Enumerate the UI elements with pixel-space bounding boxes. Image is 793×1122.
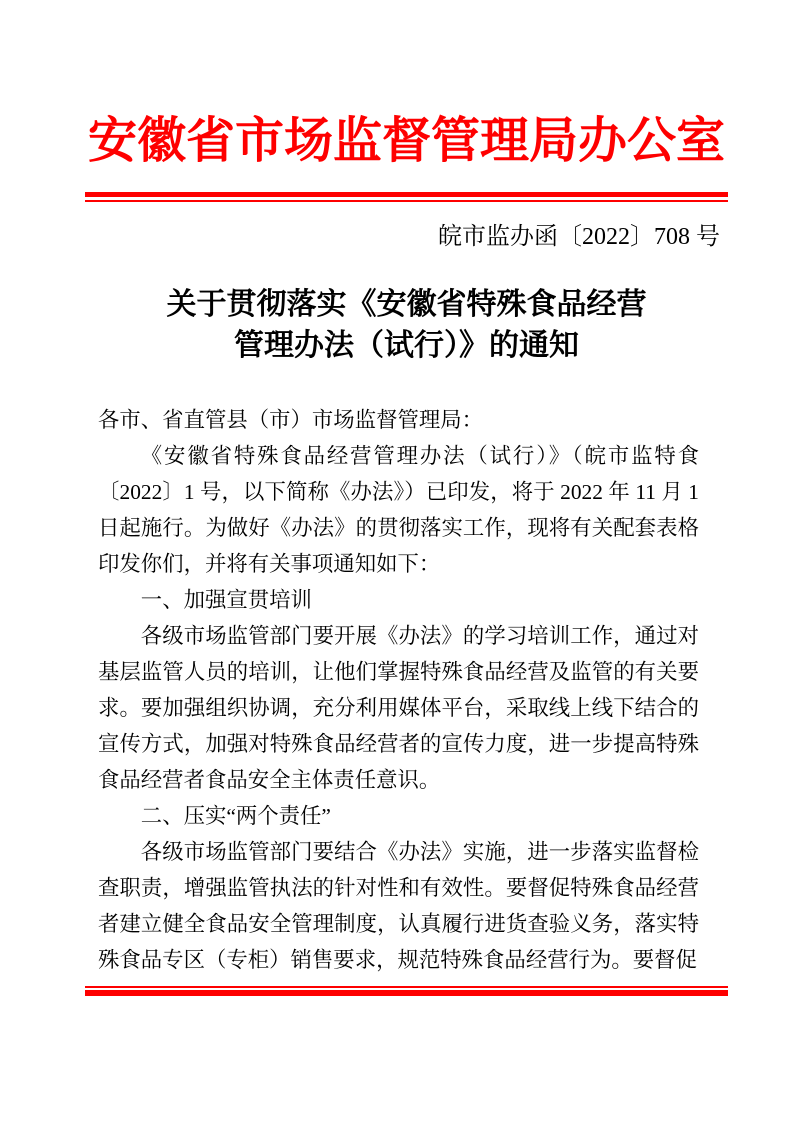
header-separator-line	[85, 192, 728, 202]
section-1-paragraph: 各级市场监管部门要开展《办法》的学习培训工作，通过对基层监管人员的培训，让他们掌握特殊食品经营及监管的有关要求。要加强组织协调，充分利用媒体平台，采取线上线下结合的宣传方式，加强对特殊食品经营者的宣传力度，进一步提高特殊食品经营者食品安全主体责任意识。	[98, 624, 699, 792]
document-reference-number: 皖市监办函〔2022〕708 号	[438, 224, 720, 250]
document-title	[85, 284, 728, 366]
footer-separator-line	[85, 986, 728, 996]
section-2-heading: 二、压实“两个责任”	[140, 804, 331, 828]
intro-paragraph: 《安徽省特殊食品经营管理办法（试行）》（皖市监特食〔2022〕1 号，以下简称《办法》）已印发，将于 2022 年 11 月 1 日起施行。为做好《办法》的贯彻落实工作，现将有关配套表格印发你们，并将有关事项通知如下：	[98, 444, 699, 576]
letterhead-issuer-name: 安徽省市场监督管理局办公室	[87, 114, 725, 168]
section-2-paragraph: 各级市场监管部门要结合《办法》实施，进一步落实监督检查职责，增强监管执法的针对性和有效性。要督促特殊食品经营者建立健全食品安全管理制度，认真履行进货查验义务，落实特殊食品专区（专柜）销售要求，规范特殊食品经营行为。要督促	[98, 840, 699, 972]
document-title-line-2: 管理办法（试行）》的通知	[234, 329, 579, 362]
document-body	[98, 402, 699, 978]
section-1-heading: 一、加强宣贯培训	[140, 588, 312, 612]
document-title-line-1: 关于贯彻落实《安徽省特殊食品经营	[166, 288, 647, 321]
salutation: 各市、省直管县（市）市场监督管理局：	[98, 408, 484, 432]
